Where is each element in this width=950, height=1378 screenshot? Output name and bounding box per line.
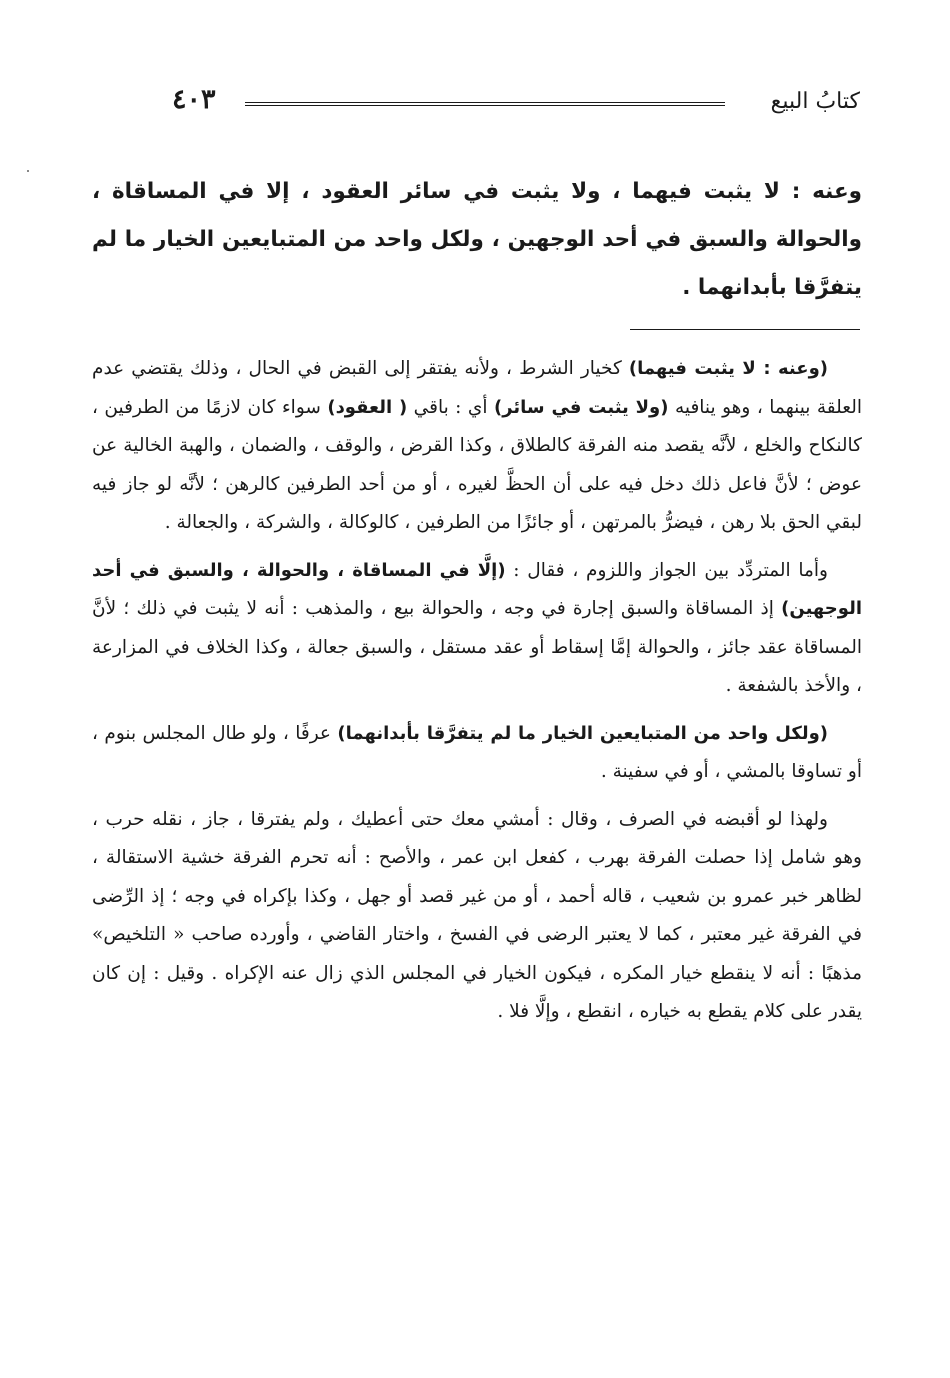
header-rule [245,102,725,106]
commentary-paragraph-3 [92,715,862,792]
quoted-text: (ولا يثبت في سائر) [493,396,669,418]
commentary-paragraph-2 [92,552,862,706]
quoted-text: (إلَّا في المساقاة ، والحوالة ، والسبق في أحد الوجهين) [92,559,862,619]
commentary-text: كخيار الشرط ، ولأنه يفتقر إلى القبض في الحال ، وذلك يقتضي عدم العلقة بينهما ، وهو ينافيه [92,358,862,418]
quoted-text: ( العقود) [327,396,408,418]
matn-paragraph: وعنه : لا يثبت فيهما ، ولا يثبت في سائر العقود ، إلا في المساقاة ، والحوالة والسبق في أحد الوجهين ، ولكل واحد من المتبايعين الخيار ما لم يتفرَّقا بأبدانهما . [92,179,862,300]
separator-rule [630,329,860,330]
page-header [150,82,860,122]
running-title: كتابُ البيع [770,89,860,114]
commentary-text: سواء كان لازمًا من الطرفين ، كالنكاح والخلع ، لأنَّه يقصد منه الفرقة كالطلاق ، وكذا القرض ، والوقف ، والضمان ، والهبة الخالية عن عوض ؛ لأنَّ فاعل ذلك دخل فيه على أن الحظَّ لغيره ، أو من أحد الطرفين كالرهن ؛ لأنَّه لو جاز فيه لبقي الحق بلا رهن ، فيضرُّ بالمرتهن ، أو جائزًا من الطرفين ، كالوكالة ، والشركة ، والجعالة . [92,396,862,533]
commentary-text: عرفًا ، ولو طال المجلس بنوم ، أو تساوقا بالمشي ، أو في سفينة . [92,722,862,782]
commentary-paragraph-1 [92,350,862,543]
commentary-text: إذ المساقاة والسبق إجارة في وجه ، والحوالة بيع ، والمذهب : أنه لا يثبت في ذلك ؛ لأنَّ المساقاة عقد جائز ، والحوالة إمَّا إسقاط أو عقد مستقل ، والسبق جعالة ، وكذا الخلاف في المزارعة ، والأخذ بالشفعة . [92,598,862,696]
commentary [92,350,862,1041]
commentary-paragraph-4 [92,801,862,1032]
quoted-text: (ولكل واحد من المتبايعين الخيار ما لم يتفرَّقا بأبدانهما) [337,722,828,744]
commentary-text: وأما المتردِّد بين الجواز واللزوم ، فقال : [505,559,828,581]
commentary-text: ولهذا لو أقبضه في الصرف ، وقال : أمشي معك حتى أعطيك ، ولم يفترقا ، جاز ، نقله حرب ، وهو شامل إذا حصلت الفرقة بهرب ، كفعل ابن عمر ، والأصح : أنه تحرم الفرقة خشية الاستقالة ، لظاهر خبر عمرو بن شعيب ، قاله أحمد ، أو من غير قصد أو جهل ، وكذا بإكراه في وجه ؛ إذ الرِّضى في الفرقة غير معتبر ، كما لا يعتبر الرضى في الفسخ ، واختار القاضي ، وأورده صاحب « التلخيص» مذهبًا : أنه لا ينقطع خيار المكره ، فيكون الخيار في المجلس الذي زال عنه الإكراه . وقيل : إن كان يقدر على كلام يقطع به خياره ، انقطع ، وإلَّا فلا . [92,808,862,1022]
main-text [92,168,862,312]
margin-mark [27,170,29,172]
page-number: ٤٠٣ [172,84,216,115]
quoted-text: (وعنه : لا يثبت فيهما) [628,358,828,379]
commentary-text: أي : باقي [407,396,494,418]
